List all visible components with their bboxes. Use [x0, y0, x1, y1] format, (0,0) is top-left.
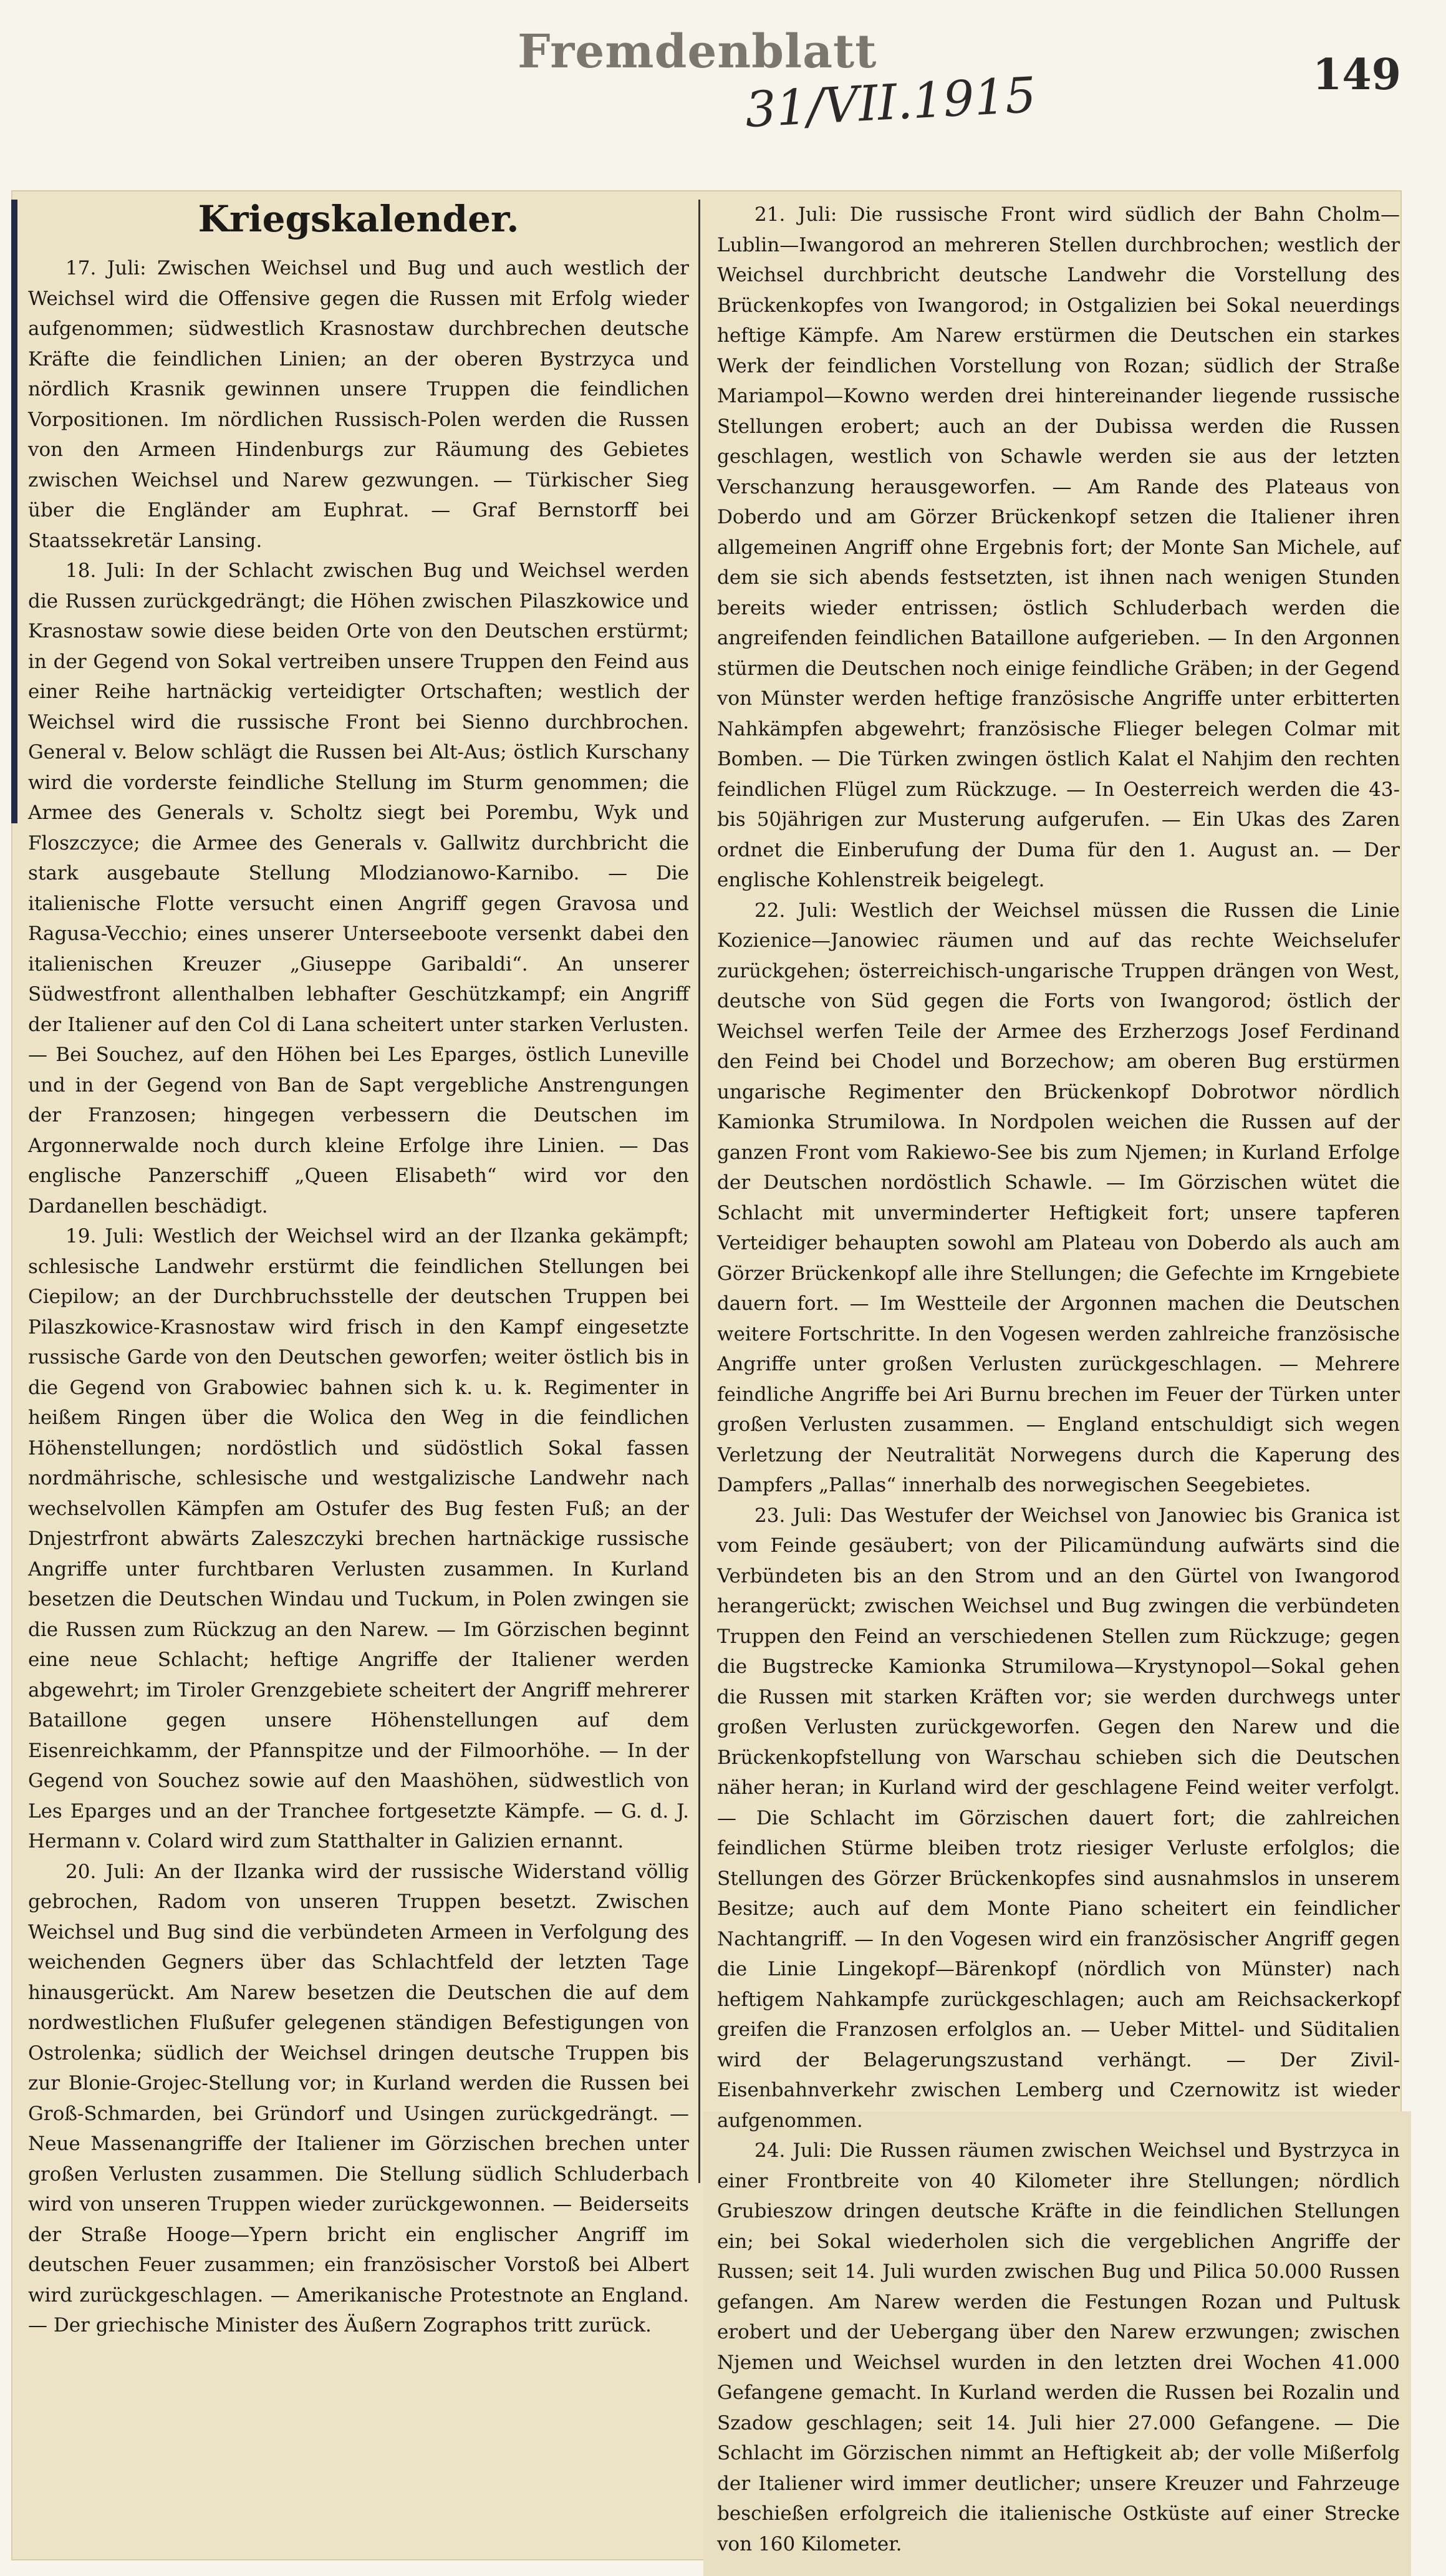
entry-july-22: 22. Juli: Westlich der Weichsel müssen die Russen die Linie Kozienice—Janowiec räumen und auf das rechte Weichselufer zurückgehen; österreichisch-ungarische Truppen drängen von West, deutsche von Süd gegen die Forts von Iwangorod; östlich der Weichsel werfen Teile der Armee des Erzherzogs Josef Ferdinand den Feind bei Chodel und Borzechow; am oberen Bug erstürmen ungarische Regimenter den Brückenkopf Dobrotwor nördlich Kamionka Strumilowa. In Nordpolen weichen die Russen auf der ganzen Front vom Rakiewo-See bis zum Njemen; in Kurland Erfolge der Deutschen nordöstlich Schawle. — Im Görzischen wütet die Schlacht mit unverminderter Heftigkeit fort; unsere tapferen Verteidiger behaupten sowohl am Plateau von Doberdo als auch am Görzer Brückenkopf alle ihre Stellungen; die Gefechte im Krngebiete dauern fort. — Im Westteile der Argonnen machen die Deutschen weitere Fortschritte. In den Vogesen werden zahlreiche französische Angriffe unter großen Verlusten zurückgeschlagen. — Mehrere feindliche Angriffe bei Ari Burnu brechen im Feuer der Türken unter großen Verlusten zusammen. — England entschuldigt sich wegen Verletzung der Neutralität Norwegens durch die Kaperung des Dampfers „Pallas“ innerhalb des norwegischen Seegebietes. [717, 899, 1400, 1496]
article-headline: Kriegskalender. [198, 198, 519, 240]
entry-july-17: 17. Juli: Zwischen Weichsel und Bug und auch westlich der Weichsel wird die Offensive gegen die Russen mit Erfolg wieder aufgenommen; südwestlich Krasnostaw durchbrechen deutsche Kräfte die feindlichen Linien; an der oberen Bystrzyca und nördlich Krasnik gewinnen unsere Truppen die feindlichen Vorpositionen. Im nördlichen Russisch-Polen werden die Russen von den Armeen Hindenburgs zur Räumung des Gebietes zwischen Weichsel und Narew gezwungen. — Türkischer Sieg über die Engländer am Euphrat. — Graf Bernstorff bei Staatssekretär Lansing. [28, 257, 689, 552]
entry-july-20: 20. Juli: An der Ilzanka wird der russische Widerstand völlig gebrochen, Radom von unseren Truppen besetzt. Zwischen Weichsel und Bug sind die verbündeten Armeen in Verfolgung des weichenden Gegners über das Schlachtfeld der letzten Tage hinausgerückt. Am Narew besetzen die Deutschen die auf dem nordwestlichen Flußufer gelegenen ständigen Befestigungen von Ostrolenka; südlich der Weichsel dringen deutsche Truppen bis zur Blonie-Grojec-Stellung vor; in Kurland werden die Russen bei Groß-Schmarden, bei Gründorf und Usingen zurückgedrängt. — Neue Massenangriffe der Italiener im Görzischen brechen unter großen Verlusten zusammen. Die Stellung südlich Schluderbach wird von unseren Truppen wieder zurückgewonnen. — Beiderseits der Straße Hooge—Ypern bricht ein englischer Angriff im deutschen Feuer zusammen; ein französischer Vorstoß bei Albert wird zurückgeschlagen. — Amerikanische Protestnote an England. — Der griechische Minister des Äußern Zographos tritt zurück. [28, 1860, 689, 2336]
margin-marker [11, 200, 17, 823]
column-divider [698, 200, 700, 2183]
entry-july-23: 23. Juli: Das Westufer der Weichsel von Janowiec bis Granica ist vom Feinde gesäubert; von der Pilicamündung aufwärts sind die Verbündeten bis an den Strom und an den Gürtel von Iwangorod herangerückt; zwischen Weichsel und Bug zwingen die verbündeten Truppen den Feind an verschiedenen Stellen zum Rückzuge; gegen die Bugstrecke Kamionka Strumilowa—Krystynopol—Sokal gehen die Russen mit starken Kräften vor; sie werden durchwegs unter großen Verlusten zurückgeworfen. Gegen den Narew und die Brückenkopfstellung von Warschau schieben sich die Deutschen näher heran; in Kurland wird der geschlagene Feind weiter verfolgt. — Die Schlacht im Görzischen dauert fort; die zahlreichen feindlichen Stürme bleiben trotz riesiger Verluste erfolglos; die Stellungen des Görzer Brückenkopfes sind ausnahmslos in unserem Besitze; auch auf dem Monte Piano scheitert ein feindlicher Nachtangriff. — In den Vogesen wird ein französischer Angriff gegen die Linie Lingekopf—Bärenkopf (nördlich von Münster) nach heftigem Nahkampfe zurückgeschlagen; auch am Reichsackerkopf greifen die Franzosen erfolglos an. — Ueber Mittel- und Süditalien wird der Belagerungszustand verhängt. — Der Zivil-Eisenbahnverkehr zwischen Lemberg und Czernowitz ist wieder aufgenommen. [717, 1504, 1400, 2132]
page-number: 149 [1313, 50, 1401, 100]
entry-july-21: 21. Juli: Die russische Front wird südlich der Bahn Cholm—Lublin—Iwangorod an mehreren Stellen durchbrochen; westlich der Weichsel durchbricht deutsche Landwehr die Vorstellung des Brückenkopfes von Iwangorod; in Ostgalizien bei Sokal neuerdings heftige Kämpfe. Am Narew erstürmen die Deutschen ein starkes Werk der feindlichen Vorstellung von Rozan; südlich der Straße Mariampol—Kowno werden drei hintereinander liegende russische Stellungen erobert; auch an der Dubissa werden die Russen geschlagen, westlich von Schawle werden sie aus der letzten Verschanzung herausgeworfen. — Am Rande des Plateaus von Doberdo und am Görzer Brückenkopf setzen die Italiener ihren allgemeinen Angriff ohne Ergebnis fort; der Monte San Michele, auf dem sie sich abends festsetzten, ist ihnen nach wenigen Stunden bereits wieder entrissen; östlich Schluderbach werden die angreifenden feindlichen Bataillone aufgerieben. — In den Argonnen stürmen die Deutschen noch einige feindliche Gräben; in der Gegend von Münster werden heftige französische Angriffe unter erbitterten Nahkämpfen abgewehrt; französische Flieger belegen Colmar mit Bomben. — Die Türken zwingen östlich Kalat el Nahjim den rechten feindlichen Flügel zum Rückzuge. — In Oesterreich werden die 43- bis 50jährigen zur Musterung aufgerufen. — Ein Ukas des Zaren ordnet die Einberufung der Duma für den 1. August an. — Der englische Kohlenstreik beigelegt. [717, 203, 1400, 891]
entry-july-24: 24. Juli: Die Russen räumen zwischen Weichsel und Bystrzyca in einer Frontbreite von 40 Kilometer ihre Stellungen; nördlich Grubieszow dringen deutsche Kräfte in die feindlichen Stellungen ein; bei Sokal wiederholen sich die vergeblichen Angriffe der Russen; seit 14. Juli wurden zwischen Bug und Pilica 50.000 Russen gefangen. Am Narew werden die Festungen Rozan und Pultusk erobert und der Uebergang über den Narew erzwungen; zwischen Njemen und Weichsel wurden in den letzten drei Wochen 41.000 Gefangene gemacht. In Kurland werden die Russen bei Rozalin und Szadow geschlagen; seit 14. Juli hier 27.000 Gefangene. — Die Schlacht im Görzischen nimmt an Heftigkeit ab; der volle Mißerfolg der Italiener wird immer deutlicher; unsere Kreuzer und Fahrzeuge beschießen erfolgreich die italienische Ostküste auf einer Strecke von 160 Kilometer. [717, 2139, 1400, 2555]
left-column [28, 193, 689, 2336]
handwritten-date: 31/VII.1915 [743, 67, 1038, 139]
right-column [717, 200, 1400, 2555]
entry-july-19: 19. Juli: Westlich der Weichsel wird an der Ilzanka gekämpft; schlesische Landwehr erstürmt die feindlichen Stellungen bei Ciepilow; an der Durchbruchsstelle der deutschen Truppen bei Pilaszkowice-Krasnostaw wird frisch in den Kampf eingesetzte russische Garde von den Deutschen geworfen; weiter östlich bis in die Gegend von Grabowiec bahnen sich k. u. k. Regimenter in heißem Ringen über die Wolica den Weg in die feindlichen Höhenstellungen; nordöstlich und südöstlich Sokal fassen nordmährische, schlesische und westgalizische Landwehr nach wechselvollen Kämpfen am Ostufer des Bug festen Fuß; an der Dnjestrfront abwärts Zaleszczyki brechen hartnäckige russische Angriffe unter furchtbaren Verlusten zusammen. In Kurland besetzen die Deutschen Windau und Tuckum, in Polen zwingen sie die Russen zum Rückzug an den Narew. — Im Görzischen beginnt eine neue Schlacht; heftige Angriffe der Italiener werden abgewehrt; im Tiroler Grenzgebiete scheitert der Angriff mehrerer Bataillone gegen unsere Höhenstellungen auf dem Eisenreichkamm, der Pfannspitze und der Filmoorhöhe. — In der Gegend von Souchez sowie auf den Maashöhen, südwestlich von Les Eparges und an der Tranchee fortgesetzte Kämpfe. — G. d. J. Hermann v. Colard wird zum Statthalter in Galizien ernannt. [28, 1225, 689, 1852]
entry-july-18: 18. Juli: In der Schlacht zwischen Bug und Weichsel werden die Russen zurückgedrängt; die Höhen zwischen Pilaszkowice und Krasnostaw sowie diese beiden Orte von den Deutschen erstürmt; in der Gegend von Sokal vertreiben unsere Truppen den Feind aus einer Reihe hartnäckig verteidigter Ortschaften; westlich der Weichsel wird die russische Front bei Sienno durchbrochen. General v. Below schlägt die Russen bei Alt-Aus; östlich Kurschany wird die vorderste feindliche Stellung im Sturm genommen; die Armee des Generals v. Scholtz siegt bei Porembu, Wyk und Floszczyce; die Armee des Generals v. Gallwitz durchbricht die stark ausgebaute Stellung Mlodzianowo-Karnibo. — Die italienische Flotte versucht einen Angriff gegen Gravosa und Ragusa-Vecchio; eines unserer Unterseeboote versenkt dabei den italienischen Kreuzer „Giuseppe Garibaldi“. An unserer Südwestfront allenthalben lebhafter Geschützkampf; ein Angriff der Italiener auf den Col di Lana scheitert unter starken Verlusten. — Bei Souchez, auf den Höhen bei Les Eparges, östlich Luneville und in der Gegend von Ban de Sapt vergebliche Anstrengungen der Franzosen; hingegen verbessern die Deutschen im Argonnerwalde noch durch kleine Erfolge ihre Linien. — Das englische Panzerschiff „Queen Elisabeth“ wird vor den Dardanellen beschädigt. [28, 559, 689, 1218]
newspaper-masthead: Fremdenblatt [518, 25, 877, 79]
